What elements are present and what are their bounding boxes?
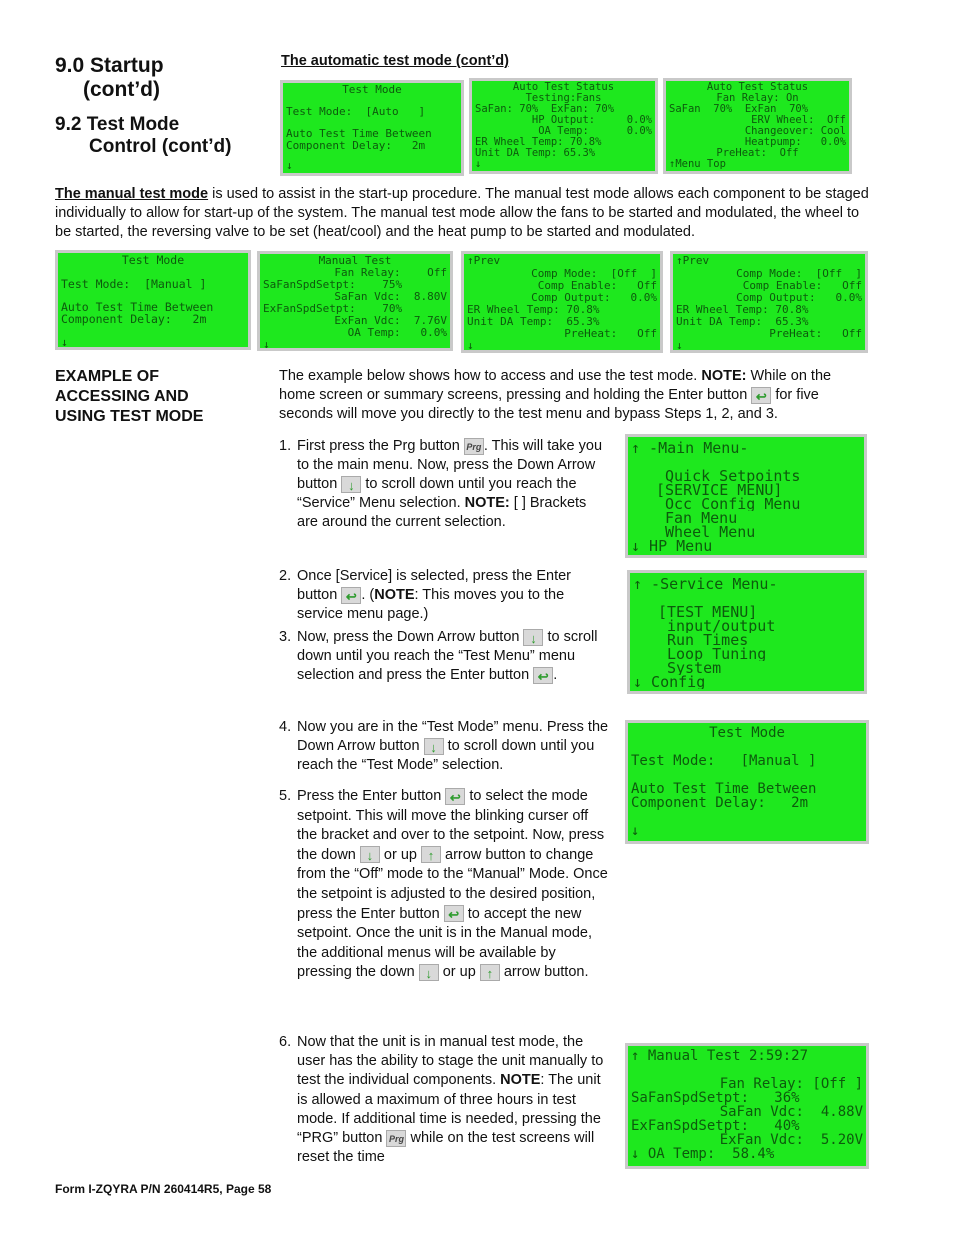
lcd-line: Component Delay: 2m <box>631 795 809 811</box>
lcd-line: Fan Menu <box>665 511 738 525</box>
lcd-line: Auto Test Time Between <box>631 781 817 797</box>
lcd-line: PreHeat: Off <box>564 328 657 340</box>
manual-test-lead: The manual test mode <box>55 186 209 202</box>
step-text: . <box>553 667 558 683</box>
note-label: NOTE <box>374 587 415 603</box>
step-text: or up <box>379 846 421 863</box>
step-text: [ ] Brackets are around the current selection. <box>297 495 587 530</box>
step-text: or up <box>438 964 480 981</box>
subsection-title-line2: Control (cont’d) <box>89 136 232 157</box>
example-heading-line: ACCESSING AND <box>55 388 189 405</box>
step-text: to scroll down until you reach the “Test Mode” selection. <box>297 738 595 773</box>
lcd-line: Auto Test Status <box>706 82 809 93</box>
step-4 <box>279 718 609 775</box>
lcd-manual-test-mode <box>55 250 251 350</box>
lcd-line: ↓ <box>263 339 270 351</box>
prg-button-icon: Prg <box>464 438 484 455</box>
example-heading-line: USING TEST MODE <box>55 408 204 425</box>
example-heading-line: EXAMPLE OF <box>55 368 160 385</box>
subsection-title <box>55 114 231 158</box>
lcd-line: ↑ -Service Menu- <box>633 577 778 591</box>
step-text: First press the Prg button <box>297 438 464 454</box>
lcd-line: Unit DA Temp: 65.3% <box>475 148 596 159</box>
lcd-line: ↓ <box>61 335 68 349</box>
lcd-line: ↑ Manual Test 2:59:27 <box>631 1049 809 1063</box>
step-2 <box>279 567 609 624</box>
lcd-line: ↓ <box>631 823 640 839</box>
lcd-line: Component Delay: 2m <box>286 139 426 152</box>
step-text: Now that the unit is in manual test mode, the user has the ability to stage the unit manually to test the individual components. <box>297 1034 604 1089</box>
lcd-line: HP Output: 0.0% <box>531 115 652 126</box>
lcd-line: ERV Wheel: Off <box>751 115 846 126</box>
lcd-line: ER Wheel Temp: 70.8% <box>475 137 602 148</box>
lcd-line: Fan Relay: On <box>716 93 799 104</box>
lcd-line: Comp Output: 0.0% <box>736 292 862 304</box>
section-title <box>55 54 164 102</box>
lcd-line: OA Temp: 0.0% <box>347 327 447 339</box>
lcd-line: Comp Enable: Off <box>742 280 862 292</box>
step-text: arrow button to change from the “Off” mode to the “Manual” Mode. Once the setpoint is adjusted to the desired position, press the Enter button <box>297 846 608 922</box>
lcd-line: SaFan Vdc: 8.80V <box>334 291 447 303</box>
down-arrow-button-icon: ↓ <box>424 738 444 755</box>
lcd-line: ExFan Vdc: 5.20V <box>719 1133 863 1147</box>
enter-button-icon: ↩ <box>751 387 771 404</box>
example-heading <box>55 367 203 427</box>
lcd-line: ↓ <box>467 340 474 352</box>
lcd-line: Test Mode <box>121 253 185 267</box>
lcd-line: ↓ <box>286 159 293 172</box>
lcd-line: ↓ <box>676 340 683 352</box>
lcd-line: PreHeat: Off <box>769 328 862 340</box>
example-intro-text: for five seconds will move you directly to the test menu and bypass Steps 1, 2, and 3. <box>279 387 819 422</box>
lcd-manual-test <box>257 251 453 351</box>
section-title-line1: 9.0 Startup <box>55 54 164 77</box>
lcd-line: Auto Test Time Between <box>61 300 214 314</box>
step-text: to select the mode setpoint. This will move the blinking curser off the bracket and over to the setpoint. Now, press the down <box>297 788 605 863</box>
step-5 <box>279 787 609 983</box>
lcd-line: SaFan 70% ExFan 70% <box>669 104 809 115</box>
step-text: to scroll down until you reach the “Test Menu” menu selection and press the Enter button <box>297 629 598 683</box>
lcd-test-mode-manual <box>625 720 869 844</box>
lcd-line: SaFan Vdc: 4.88V <box>719 1105 863 1119</box>
step-text: arrow button. <box>499 964 589 981</box>
lcd-service-menu <box>627 570 867 694</box>
lcd-comp-mode-2 <box>670 251 868 353</box>
step-number: 4. <box>279 719 292 735</box>
step-number: 1. <box>279 438 292 454</box>
lcd-line: Test Mode <box>709 725 785 741</box>
step-text: : The unit is allowed a maximum of three hours in test mode. If additional time is needed, pressing the “PRG” button <box>297 1072 601 1147</box>
lcd-line: Comp Output: 0.0% <box>531 292 657 304</box>
enter-button-icon: ↩ <box>533 667 553 684</box>
lcd-line: ↓ <box>475 159 482 170</box>
lcd-line: Test Mode <box>342 83 402 96</box>
step-text: Press the Enter button <box>297 788 446 804</box>
lcd-line: Heatpump: 0.0% <box>744 137 846 148</box>
lcd-line: ↑Prev <box>467 255 501 267</box>
lcd-line: ↑ -Main Menu- <box>631 441 749 455</box>
note-label: NOTE: <box>464 495 510 511</box>
lcd-line: ↓ OA Temp: 58.4% <box>631 1147 775 1161</box>
lcd-line: Comp Enable: Off <box>537 280 657 292</box>
example-intro <box>279 367 871 424</box>
lcd-line: ExFan Vdc: 7.76V <box>334 315 447 327</box>
step-text: Now, press the Down Arrow button <box>297 629 524 645</box>
lcd-line: Occ Config Menu <box>665 497 801 511</box>
manual-test-text: is used to assist in the start-up procedure. The manual test mode allows each component to be staged individually to allow for start-up of the system. The manual test mode allow the fans to be started and modulated, the wheel to be started, the reversing valve to be set (heat/cool) and the heat pump to be started and modulated. <box>55 186 869 240</box>
down-arrow-button-icon: ↓ <box>360 846 380 863</box>
prg-button-icon: Prg <box>386 1130 406 1147</box>
enter-button-icon: ↩ <box>445 788 465 805</box>
step-text: to scroll down until you reach the “Service” Menu selection. <box>297 476 577 511</box>
lcd-line: Test Mode: [Auto ] <box>286 105 426 118</box>
step-text: : This moves you to the service menu page.) <box>297 587 565 622</box>
lcd-line: ↑Prev <box>676 255 710 267</box>
lcd-line: Comp Mode: [Off ] <box>736 268 862 280</box>
lcd-line: Fan Relay: [Off ] <box>719 1077 863 1091</box>
down-arrow-button-icon: ↓ <box>341 476 361 493</box>
step-text: to accept the new setpoint. Once the unit is in the Manual mode, the additional menus will be available by pressing the down <box>297 905 593 981</box>
lcd-line: SaFanSpdSetpt: 36% <box>631 1091 800 1105</box>
lcd-line: SaFan: 70% ExFan: 70% <box>475 104 615 115</box>
lcd-line: Test Mode: [Manual ] <box>61 277 207 291</box>
note-label: NOTE: <box>701 368 747 384</box>
lcd-line: Auto Test Time Between <box>286 127 432 140</box>
lcd-line: Component Delay: 2m <box>61 312 207 326</box>
lcd-line: [SERVICE MENU] <box>656 483 783 497</box>
lcd-line: Comp Mode: [Off ] <box>531 268 657 280</box>
lcd-line: Test Mode: [Manual ] <box>631 753 817 769</box>
lcd-auto-test-status-1 <box>469 78 658 174</box>
lcd-line: ↑Menu Top <box>669 159 726 170</box>
lcd-line: ExFanSpdSetpt: 40% <box>631 1119 800 1133</box>
step-text: Now you are in the “Test Mode” menu. Press the Down Arrow button <box>297 719 609 754</box>
section-title-line2: (cont’d) <box>83 78 160 101</box>
lcd-line: Fan Relay: Off <box>334 267 447 279</box>
lcd-line: ↓ Config <box>633 675 706 689</box>
lcd-line: Wheel Menu <box>665 525 756 539</box>
step-1 <box>279 437 609 532</box>
lcd-line: SaFanSpdSetpt: 75% <box>263 279 403 291</box>
lcd-auto-test-mode <box>280 80 464 176</box>
lcd-line: [TEST MENU] <box>658 605 758 619</box>
down-arrow-button-icon: ↓ <box>523 629 543 646</box>
lcd-line: input/output <box>667 619 776 633</box>
lcd-line: Quick Setpoints <box>665 469 801 483</box>
lcd-line: ↓ HP Menu <box>631 539 713 553</box>
enter-button-icon: ↩ <box>444 905 464 922</box>
lcd-line: ExFanSpdSetpt: 70% <box>263 303 403 315</box>
lcd-line: PreHeat: Off <box>716 148 799 159</box>
note-label: NOTE <box>500 1072 541 1089</box>
lcd-line: System <box>667 661 722 675</box>
step-6 <box>279 1033 609 1167</box>
step-text: Once [Service] is selected, press the Enter button <box>297 568 572 603</box>
lcd-line: Testing:Fans <box>525 93 602 104</box>
lcd-line: Changeover: Cool <box>744 126 846 137</box>
lcd-main-menu <box>625 434 867 558</box>
lcd-line: Loop Tuning <box>667 647 767 661</box>
auto-test-heading: The automatic test mode (cont’d) <box>281 53 509 69</box>
lcd-line: ER Wheel Temp: 70.8% <box>676 304 809 316</box>
up-arrow-button-icon: ↑ <box>480 964 500 981</box>
subsection-title-line1: 9.2 Test Mode <box>55 114 180 135</box>
step-text: while on the test screens will reset the time <box>297 1130 595 1166</box>
lcd-manual-test-timer <box>625 1043 869 1169</box>
lcd-line: Run Times <box>667 633 749 647</box>
lcd-comp-mode-1 <box>461 251 663 353</box>
lcd-line: Unit DA Temp: 65.3% <box>676 316 809 328</box>
step-number: 6. <box>279 1034 292 1050</box>
lcd-line: Manual Test <box>318 255 392 267</box>
enter-button-icon: ↩ <box>341 587 361 604</box>
lcd-line: ER Wheel Temp: 70.8% <box>467 304 600 316</box>
step-number: 2. <box>279 568 292 584</box>
example-intro-text: The example below shows how to access and use the test mode. <box>279 368 702 384</box>
example-intro-text: While on the home screen or summary screens, pressing and holding the Enter button <box>279 368 832 403</box>
step-number: 5. <box>279 788 292 804</box>
manual-test-paragraph <box>55 185 870 242</box>
page-footer: Form I-ZQYRA P/N 260414R5, Page 58 <box>55 1182 272 1196</box>
step-3 <box>279 628 609 685</box>
lcd-line: Auto Test Status <box>512 82 615 93</box>
lcd-line: OA Temp: 0.0% <box>538 126 652 137</box>
step-text: . ( <box>361 587 375 603</box>
lcd-auto-test-status-2 <box>663 78 852 174</box>
step-text: . This will take you to the main menu. Now, press the Down Arrow button <box>297 438 603 492</box>
up-arrow-button-icon: ↑ <box>421 846 441 863</box>
lcd-line: Unit DA Temp: 65.3% <box>467 316 600 328</box>
down-arrow-button-icon: ↓ <box>419 964 439 981</box>
step-number: 3. <box>279 629 292 645</box>
